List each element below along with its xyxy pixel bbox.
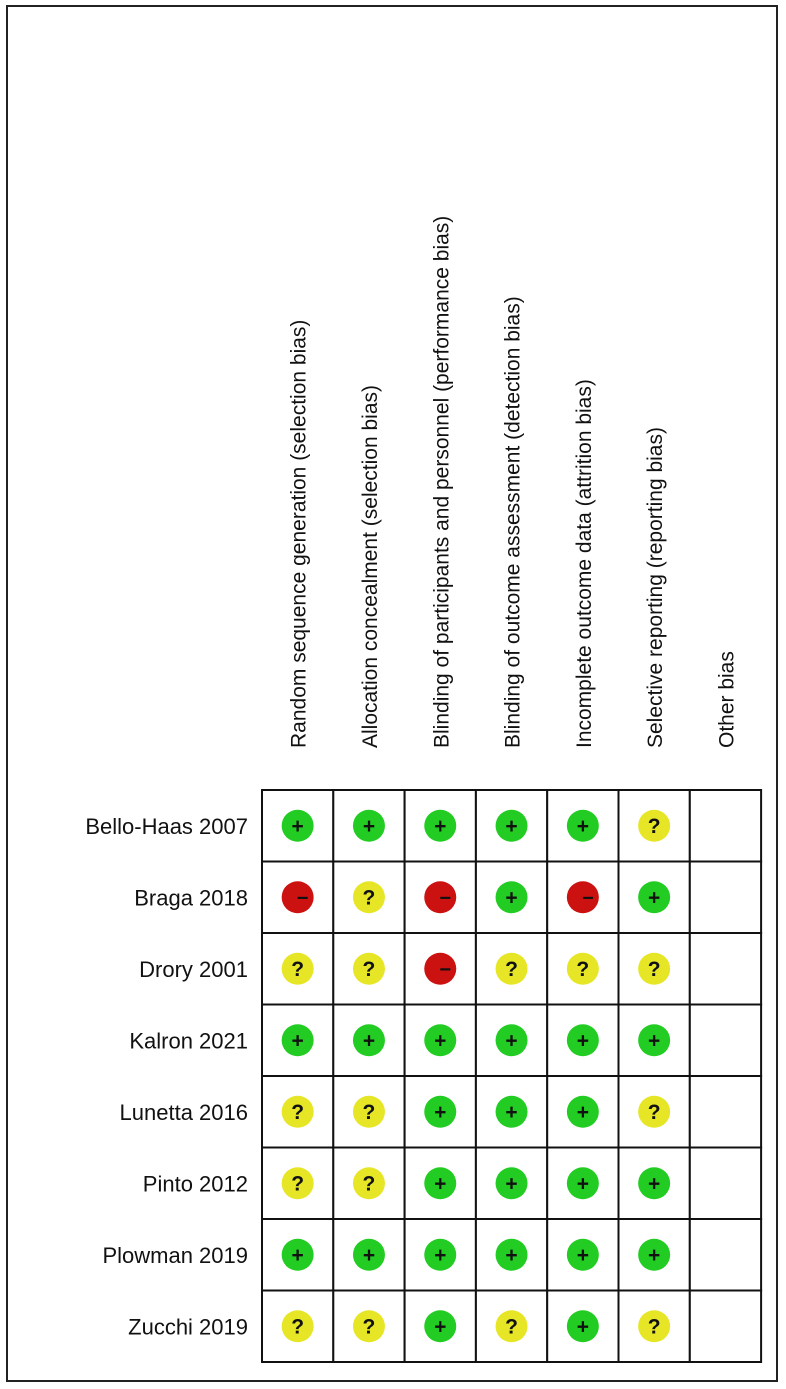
rating-low-symbol: + xyxy=(576,1172,589,1196)
column-header-label: Other bias xyxy=(715,651,739,748)
rating-low-symbol: + xyxy=(434,1172,447,1196)
rating-unclear-symbol: ? xyxy=(576,957,590,981)
column-header-label: Selective reporting (reporting bias) xyxy=(644,427,668,748)
rating-low-symbol: + xyxy=(576,1029,589,1053)
rating-unclear-symbol: ? xyxy=(362,1100,376,1124)
column-header-label: Blinding of outcome assessment (detection bias) xyxy=(501,296,525,748)
grid-cell xyxy=(690,1005,761,1077)
study-label: Plowman 2019 xyxy=(102,1242,248,1268)
rating-low-symbol: + xyxy=(505,1243,518,1267)
rating-unclear-symbol: ? xyxy=(647,957,661,981)
study-label: Drory 2001 xyxy=(139,956,248,982)
study-label: Zucchi 2019 xyxy=(128,1314,248,1340)
grid-cell xyxy=(690,933,761,1005)
rating-unclear-symbol: ? xyxy=(505,957,518,981)
study-label: Bello-Haas 2007 xyxy=(85,813,248,839)
rating-high-symbol: − xyxy=(439,958,452,981)
rating-low-symbol: + xyxy=(291,814,304,838)
column-header-label: Allocation concealment (selection bias) xyxy=(358,384,382,748)
study-label: Kalron 2021 xyxy=(129,1028,248,1054)
grid-cell xyxy=(690,862,761,934)
column-header-label: Incomplete outcome data (attrition bias) xyxy=(572,379,596,748)
rating-unclear-symbol: ? xyxy=(647,1100,661,1124)
study-label: Braga 2018 xyxy=(134,885,248,911)
grid-cell xyxy=(690,1076,761,1148)
rating-high-symbol: − xyxy=(582,887,594,910)
rating-low-symbol: + xyxy=(576,1100,589,1124)
rating-low-symbol: + xyxy=(434,1100,447,1124)
rating-low-symbol: + xyxy=(434,814,447,838)
rating-low-symbol: + xyxy=(648,1172,661,1196)
rating-unclear-symbol: ? xyxy=(647,814,661,838)
rating-low-symbol: + xyxy=(505,1029,518,1053)
rating-low-symbol: + xyxy=(505,886,518,910)
column-header-label: Random sequence generation (selection bias) xyxy=(287,319,311,748)
rating-low-symbol: + xyxy=(576,1243,589,1267)
rating-low-symbol: + xyxy=(291,1029,304,1053)
grid-cell xyxy=(690,1219,761,1291)
rating-unclear-symbol: ? xyxy=(362,957,376,981)
rating-low-symbol: + xyxy=(648,886,661,910)
rating-unclear-symbol: ? xyxy=(362,1172,376,1196)
rating-unclear-symbol: ? xyxy=(362,1315,376,1339)
rating-unclear-symbol: ? xyxy=(291,1315,305,1339)
rating-low-symbol: + xyxy=(648,1029,661,1053)
rating-low-symbol: + xyxy=(648,1243,661,1267)
rating-low-symbol: + xyxy=(362,1029,376,1053)
rating-low-symbol: + xyxy=(434,1243,447,1267)
rating-unclear-symbol: ? xyxy=(362,886,376,910)
rating-low-symbol: + xyxy=(434,1315,447,1339)
rating-low-symbol: + xyxy=(434,1029,447,1053)
rating-low-symbol: + xyxy=(505,1172,518,1196)
rating-high-symbol: − xyxy=(439,887,452,910)
rating-low-symbol: + xyxy=(576,814,589,838)
rating-low-symbol: + xyxy=(505,814,518,838)
column-header-label: Blinding of participants and personnel (performance bias) xyxy=(430,215,454,748)
study-label: Pinto 2012 xyxy=(142,1171,248,1197)
rating-unclear-symbol: ? xyxy=(291,1100,305,1124)
grid-cell xyxy=(690,1291,761,1363)
study-label: Lunetta 2016 xyxy=(119,1099,248,1125)
rating-unclear-symbol: ? xyxy=(647,1315,661,1339)
rating-low-symbol: + xyxy=(362,814,376,838)
rating-low-symbol: + xyxy=(362,1243,376,1267)
rating-unclear-symbol: ? xyxy=(291,957,305,981)
rating-unclear-symbol: ? xyxy=(505,1315,518,1339)
rating-low-symbol: + xyxy=(505,1100,518,1124)
rating-low-symbol: + xyxy=(576,1315,589,1339)
rating-low-symbol: + xyxy=(291,1243,304,1267)
grid-cell xyxy=(690,790,761,862)
grid-cell xyxy=(690,1148,761,1220)
rating-unclear-symbol: ? xyxy=(291,1172,305,1196)
rating-high-symbol: − xyxy=(296,887,309,910)
